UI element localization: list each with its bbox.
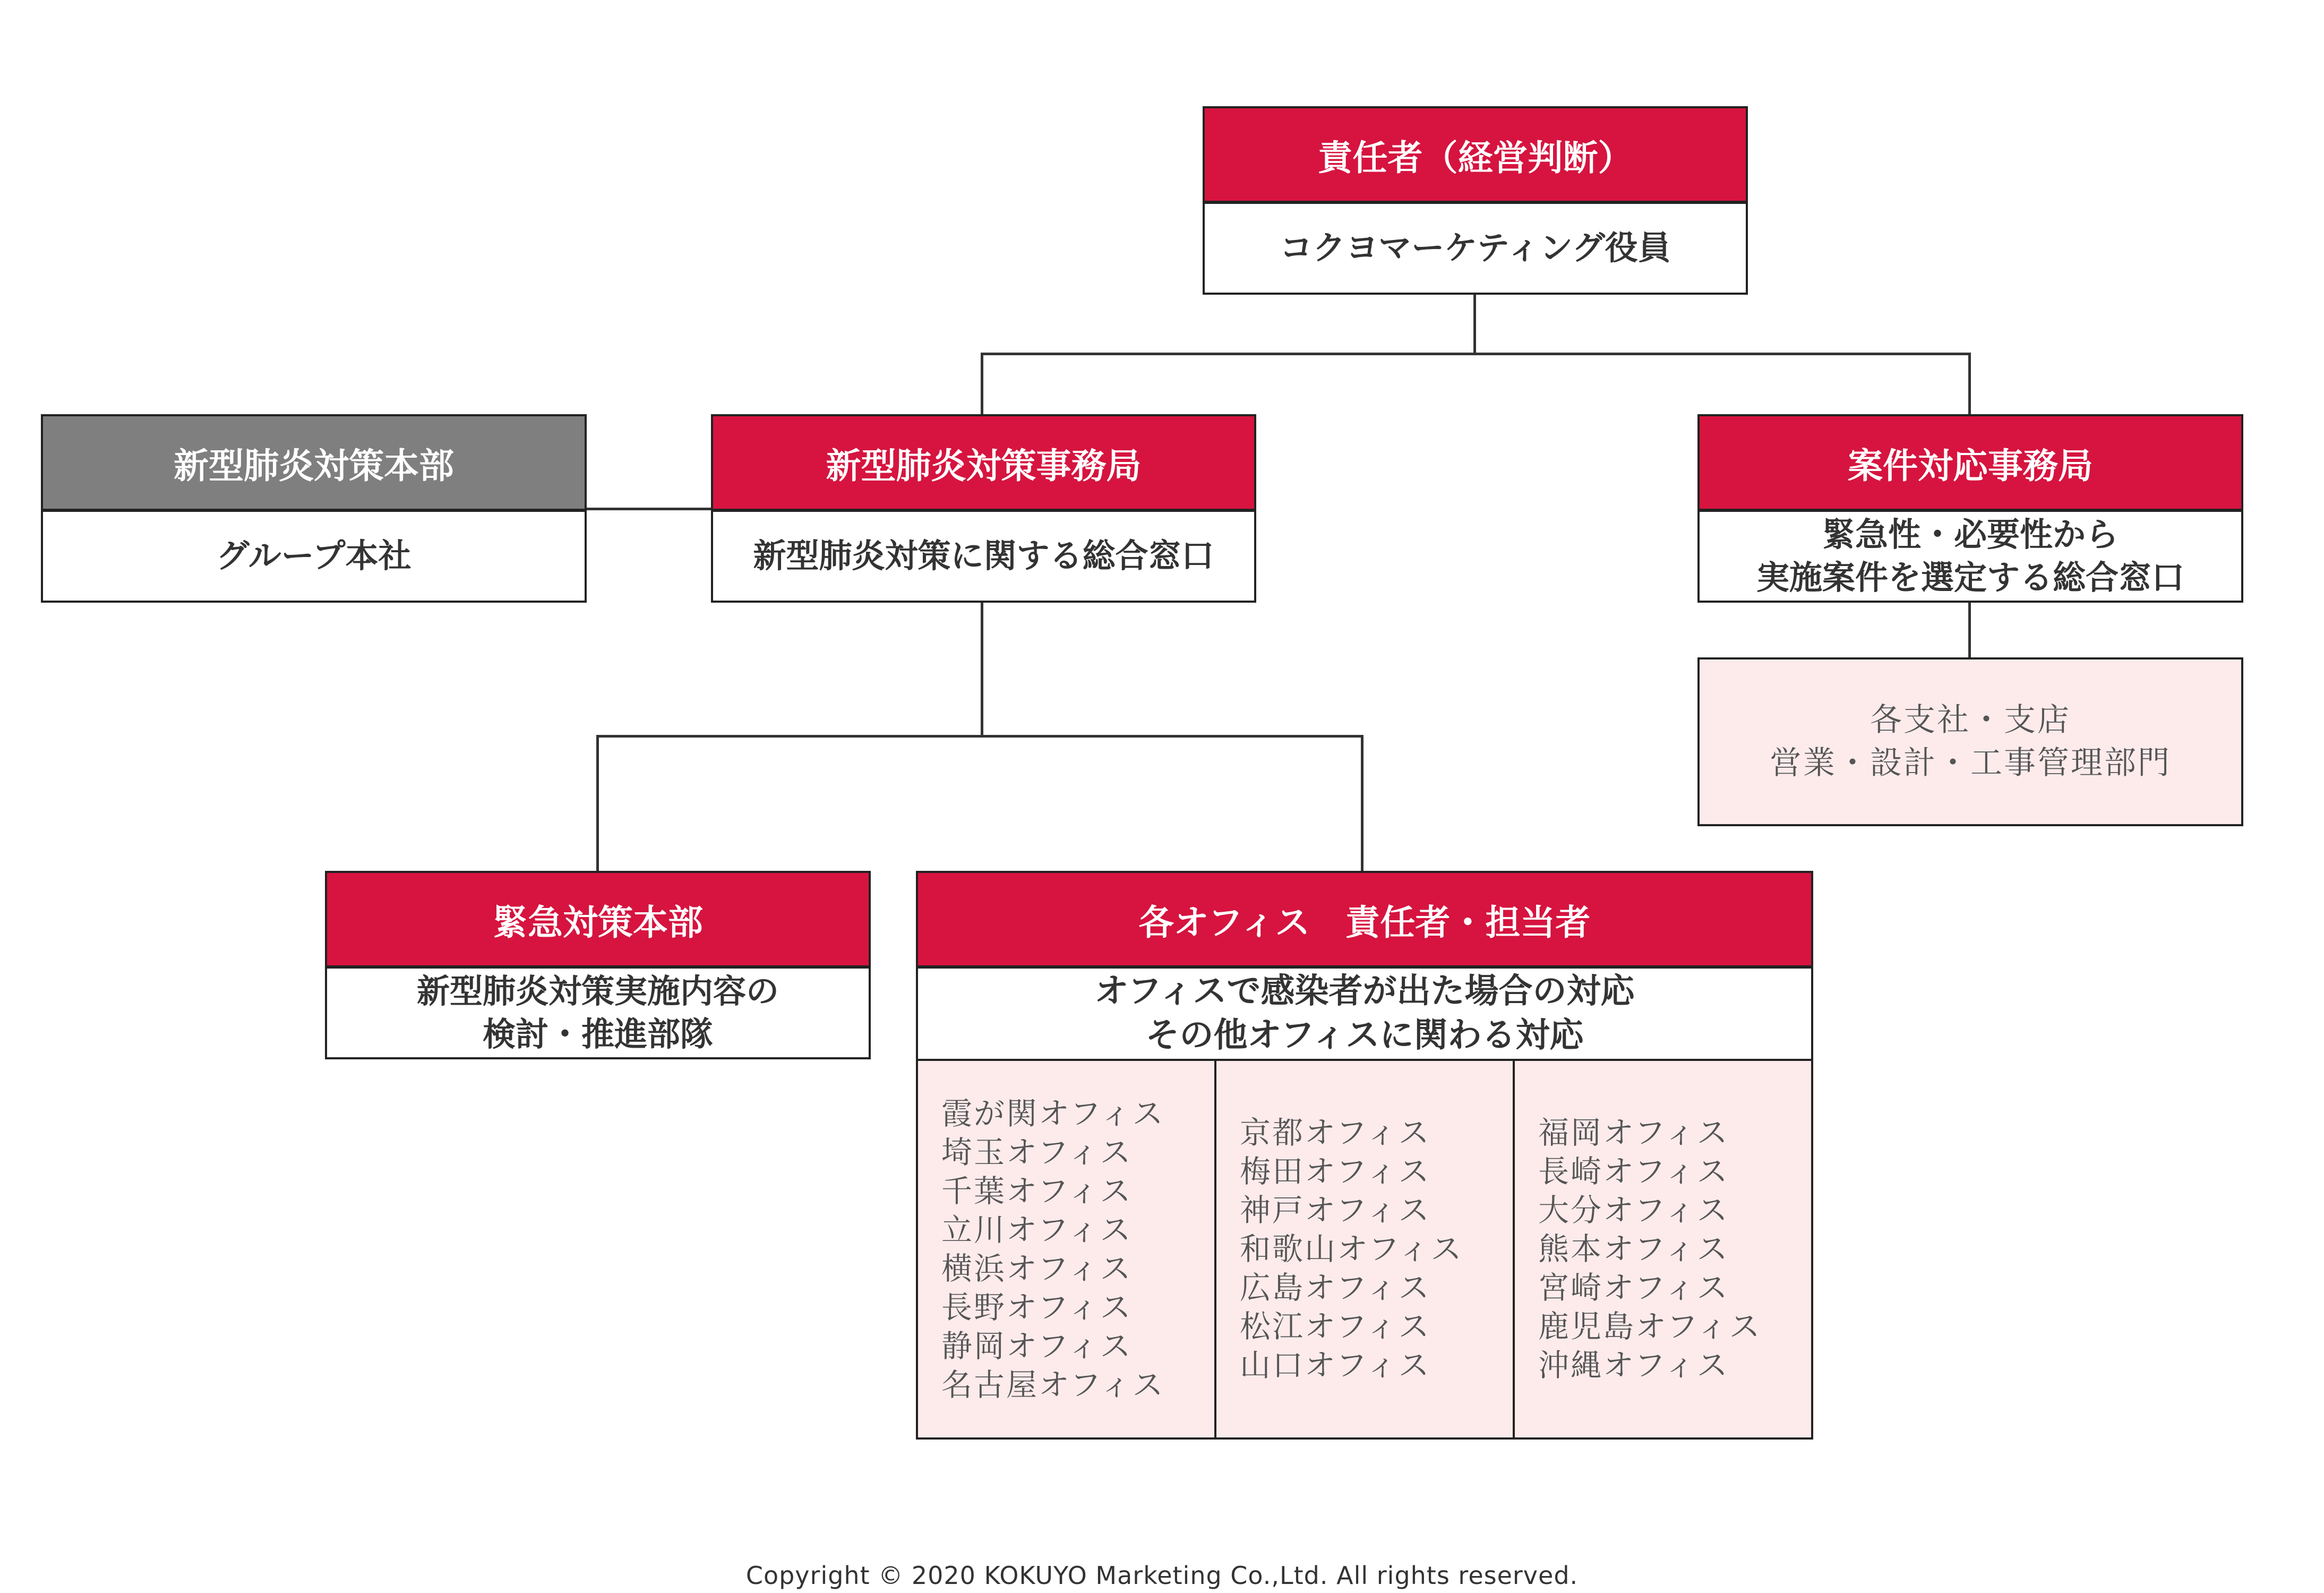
connector-to-project-office bbox=[1968, 353, 1971, 415]
office-item: 長崎オフィス bbox=[1538, 1153, 1729, 1189]
branches-box bbox=[1697, 657, 2243, 826]
top-management-title: 責任者（経営判断） bbox=[1205, 108, 1746, 204]
office-item: 山口オフィス bbox=[1240, 1347, 1431, 1383]
offices-body-line: その他オフィスに関わる対応 bbox=[1145, 1016, 1584, 1055]
project-office-title: 案件対応事務局 bbox=[1700, 416, 2241, 512]
secretariat-body: 新型肺炎対策に関する総合窓口 bbox=[753, 536, 1214, 576]
office-column-east bbox=[918, 1061, 1214, 1437]
connector-top-down bbox=[1473, 295, 1476, 354]
office-item: 広島オフィス bbox=[1240, 1270, 1431, 1306]
office-item: 鹿児島オフィス bbox=[1538, 1308, 1762, 1344]
copyright-footer: Copyright © 2020 KOKUYO Marketing Co.,Ltd. All rights reserved. bbox=[745, 1561, 1579, 1590]
emergency-box bbox=[325, 871, 871, 1059]
project-office-body-line: 緊急性・必要性から bbox=[1822, 515, 2119, 554]
office-item: 千葉オフィス bbox=[941, 1172, 1133, 1209]
secretariat-title: 新型肺炎対策事務局 bbox=[713, 416, 1254, 512]
hq-box bbox=[41, 414, 587, 603]
hq-title: 新型肺炎対策本部 bbox=[43, 416, 585, 512]
office-item: 宮崎オフィス bbox=[1538, 1270, 1729, 1306]
office-item: 霞が関オフィス bbox=[941, 1095, 1165, 1132]
office-item: 福岡オフィス bbox=[1538, 1115, 1729, 1151]
connector-to-secretariat bbox=[981, 353, 983, 415]
office-item: 梅田オフィス bbox=[1240, 1153, 1431, 1189]
connector-top-horizontal bbox=[981, 353, 1971, 355]
offices-body-line: オフィスで感染者が出た場合の対応 bbox=[1094, 971, 1635, 1011]
office-item: 名古屋オフィス bbox=[941, 1366, 1165, 1403]
emergency-body-line: 検討・推進部隊 bbox=[482, 1014, 713, 1054]
office-item: 静岡オフィス bbox=[941, 1328, 1133, 1364]
connector-hq-secretariat bbox=[587, 508, 711, 510]
connector-project-branches bbox=[1968, 600, 1971, 657]
office-item: 松江オフィス bbox=[1240, 1308, 1431, 1344]
secretariat-box bbox=[711, 414, 1256, 603]
offices-title: 各オフィス 責任者・担当者 bbox=[918, 873, 1811, 969]
office-item: 沖縄オフィス bbox=[1538, 1347, 1729, 1383]
project-office-box bbox=[1697, 414, 2243, 603]
connector-to-emergency bbox=[596, 735, 599, 872]
connector-to-offices bbox=[1361, 735, 1363, 872]
office-item: 埼玉オフィス bbox=[941, 1134, 1133, 1170]
project-office-body-line: 実施案件を選定する総合窓口 bbox=[1756, 558, 2184, 597]
office-column-kyushu bbox=[1513, 1061, 1811, 1437]
office-item: 立川オフィス bbox=[941, 1211, 1133, 1248]
top-management-body: コクヨマーケティング役員 bbox=[1280, 228, 1671, 268]
offices-box bbox=[916, 871, 1813, 1061]
office-item: 横浜オフィス bbox=[941, 1250, 1133, 1287]
office-list-grid bbox=[916, 1059, 1813, 1440]
office-item: 大分オフィス bbox=[1538, 1192, 1729, 1228]
connector-secretariat-down bbox=[981, 602, 983, 737]
office-item: 神戸オフィス bbox=[1240, 1192, 1431, 1228]
office-item: 京都オフィス bbox=[1240, 1115, 1431, 1151]
office-item: 和歌山オフィス bbox=[1240, 1231, 1463, 1267]
hq-body: グループ本社 bbox=[216, 536, 411, 576]
office-item: 長野オフィス bbox=[941, 1289, 1133, 1325]
office-column-west bbox=[1214, 1061, 1513, 1437]
branches-line: 営業・設計・工事管理部門 bbox=[1770, 744, 2171, 782]
branches-line: 各支社・支店 bbox=[1870, 701, 2071, 739]
office-item: 熊本オフィス bbox=[1538, 1231, 1729, 1267]
connector-lower-horizontal bbox=[596, 735, 1363, 738]
top-management-box bbox=[1203, 106, 1748, 295]
emergency-title: 緊急対策本部 bbox=[327, 873, 869, 969]
emergency-body-line: 新型肺炎対策実施内容の bbox=[416, 971, 779, 1010]
